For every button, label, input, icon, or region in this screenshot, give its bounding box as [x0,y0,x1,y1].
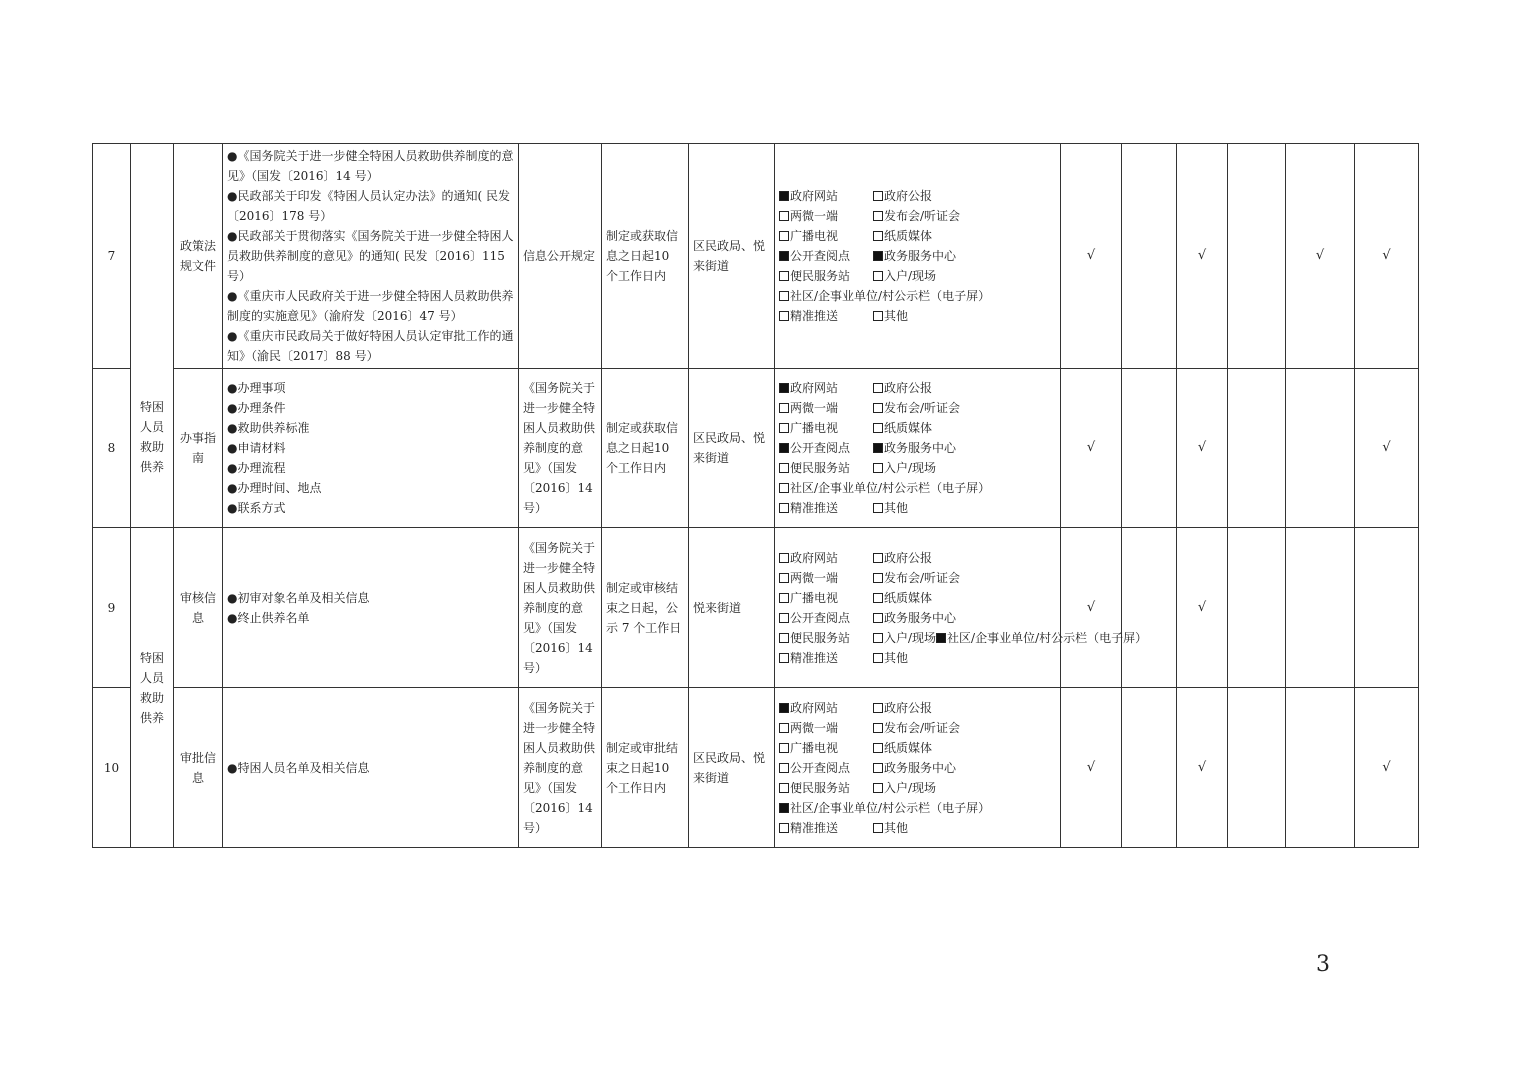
channel-option [873,186,932,206]
unchecked-box-icon [873,703,883,713]
channel-label: 政府网站 [790,700,839,715]
channel-option [873,818,908,838]
row-mark: √ [1286,144,1355,369]
checked-box-icon [779,383,789,393]
channel-option [779,778,873,798]
row-subject: 区民政局、悦来街道 [689,688,775,848]
channel-option [873,398,960,418]
channel-label: 其他 [884,650,909,665]
unchecked-box-icon [779,783,789,793]
row-mark: √ [1061,528,1122,688]
channel-label: 其他 [884,501,909,515]
channel-line [779,398,1056,418]
row-mark [1286,528,1355,688]
row-mark: √ [1061,688,1122,848]
unchecked-box-icon [873,191,883,201]
unchecked-box-icon [873,463,883,473]
unchecked-box-icon [873,503,883,513]
channel-label: 其他 [884,820,909,835]
row-mark [1355,528,1419,688]
channel-option [873,498,908,518]
content-item: ●救助供养标准 [227,421,310,435]
channel-option [873,718,960,738]
channel-option [779,608,873,628]
channel-line [779,246,1056,266]
channel-option [873,758,956,778]
channel-option [779,568,873,588]
unchecked-box-icon [779,743,789,753]
channel-label: 精准推送 [790,501,839,515]
unchecked-box-icon [779,423,789,433]
channel-option [873,608,956,628]
unchecked-box-icon [779,311,789,321]
page-number: 3 [1316,952,1330,977]
unchecked-box-icon [873,633,883,643]
row-basis: 《国务院关于进一步健全特困人员救助供养制度的意见》（国发〔2016〕14号） [519,688,602,848]
channel-line [779,286,1056,306]
channel-label: 政务服务中心 [884,441,957,455]
table-row [93,528,1419,688]
channel-label: 两微一端 [790,209,839,223]
content-item: ●办理事项 [227,381,286,395]
checked-box-icon [779,443,789,453]
unchecked-box-icon [779,613,789,623]
channel-label: 入户/现场 [884,630,937,645]
channel-line [779,588,1056,608]
channel-label: 其他 [884,309,909,323]
channel-label: 政务服务中心 [884,249,957,263]
unchecked-box-icon [779,653,789,663]
channel-label: 政府公报 [884,550,933,565]
channel-option [873,266,936,286]
channel-label: 纸质媒体 [884,229,933,243]
channel-option [779,286,990,306]
content-item: ●办理时间、地点 [227,481,322,495]
unchecked-box-icon [873,593,883,603]
unchecked-box-icon [873,271,883,281]
row-timeline: 制定或获取信息之日起10 个工作日内 [602,369,689,528]
channel-line [779,718,1056,738]
row-mark: √ [1061,369,1122,528]
row-mark [1228,688,1286,848]
channel-option [779,266,873,286]
channel-line [779,568,1056,588]
channel-label: 便民服务站 [790,269,851,283]
channel-label: 公开查阅点 [790,760,851,775]
row-subcategory: 办事指南 [174,369,223,528]
row-mark [1286,369,1355,528]
row-category: 特困人员救助供养 [131,144,174,528]
channel-label: 广播电视 [790,740,839,755]
channel-line [779,478,1056,498]
table-row [93,688,1419,848]
channel-label: 社区/企事业单位/村公示栏（电子屏） [790,800,991,815]
channel-option [779,378,873,398]
content-item: ●办理条件 [227,401,286,415]
channel-label: 精准推送 [790,650,839,665]
channel-line [779,438,1056,458]
unchecked-box-icon [873,653,883,663]
channel-option [779,718,873,738]
channel-option [779,458,873,478]
channel-option [779,478,990,498]
checked-box-icon [779,251,789,261]
channel-label: 政府公报 [884,700,933,715]
channel-label: 精准推送 [790,309,839,323]
channel-label: 入户/现场 [884,780,937,795]
row-timeline: 制定或获取信息之日起10 个工作日内 [602,144,689,369]
content-item: ●终止供养名单 [227,610,310,625]
channel-label: 公开查阅点 [790,249,851,263]
channel-option [779,206,873,226]
row-content [223,144,519,369]
channel-label: 政务服务中心 [884,760,957,775]
channel-option [779,186,873,206]
row-seq: 7 [93,144,131,369]
channel-label: 广播电视 [790,590,839,605]
row-basis: 《国务院关于进一步健全特困人员救助供养制度的意见》（国发〔2016〕14号） [519,369,602,528]
channel-option [873,378,932,398]
row-seq: 10 [93,688,131,848]
unchecked-box-icon [779,291,789,301]
channel-line [779,418,1056,438]
channel-line [779,608,1056,628]
channel-label: 两微一端 [790,720,839,735]
channel-label: 政府网站 [790,381,839,395]
channel-label: 纸质媒体 [884,590,933,605]
channel-label: 政府公报 [884,189,933,203]
checked-box-icon [779,703,789,713]
channel-option [873,438,956,458]
channel-option [873,568,960,588]
table-row [93,144,1419,369]
channel-line [779,758,1056,778]
content-item: ●民政部关于贯彻落实《国务院关于进一步健全特困人员救助供养制度的意见》的通知( 民发〔2016〕115 号） [227,229,514,283]
row-subcategory: 审批信息 [174,688,223,848]
channel-option [779,306,873,326]
channel-option [873,548,932,568]
channel-line [779,306,1056,326]
channel-label: 便民服务站 [790,630,851,645]
channel-option [779,758,873,778]
content-item: ●《国务院关于进一步健全特困人员救助供养制度的意见》（国发〔2016〕14 号） [227,149,514,183]
content-item: ●申请材料 [227,441,286,455]
row-channels [775,369,1061,528]
unchecked-box-icon [779,483,789,493]
channel-line [779,266,1056,286]
channel-option [779,628,873,648]
row-mark: √ [1355,144,1419,369]
channel-label: 纸质媒体 [884,421,933,435]
channel-option [873,206,960,226]
channel-label: 发布会/听证会 [884,570,961,585]
row-mark: √ [1177,528,1228,688]
row-category: 特困人员救助供养 [131,528,174,848]
row-mark [1122,369,1177,528]
channel-line [779,206,1056,226]
content-item: ●民政部关于印发《特困人员认定办法》的通知( 民发〔2016〕178 号） [227,189,510,223]
channel-line [779,186,1056,206]
unchecked-box-icon [779,593,789,603]
row-mark: √ [1355,688,1419,848]
unchecked-box-icon [779,463,789,473]
row-basis: 《国务院关于进一步健全特困人员救助供养制度的意见》（国发〔2016〕14号） [519,528,602,688]
channel-option [873,648,908,668]
channel-label: 广播电视 [790,229,839,243]
channel-option [779,246,873,266]
row-content [223,369,519,528]
unchecked-box-icon [779,211,789,221]
channel-option [779,738,873,758]
channel-option [873,458,936,478]
channel-label: 两微一端 [790,401,839,415]
channel-option [873,418,932,438]
channel-option [779,648,873,668]
unchecked-box-icon [873,823,883,833]
row-subcategory: 审核信息 [174,528,223,688]
channel-label: 政府公报 [884,381,933,395]
row-channels [775,528,1148,688]
checked-box-icon [873,443,883,453]
row-mark [1122,688,1177,848]
channel-label: 公开查阅点 [790,610,851,625]
channel-label: 政府网站 [790,189,839,203]
unchecked-box-icon [873,423,883,433]
row-subject: 区民政局、悦来街道 [689,369,775,528]
table-row [93,369,1419,528]
channel-option [779,438,873,458]
channel-line [779,818,1056,838]
row-mark: √ [1177,369,1228,528]
channel-label: 入户/现场 [884,461,937,475]
channel-option [873,698,932,718]
channel-label: 社区/企事业单位/村公示栏（电子屏） [790,289,991,303]
channel-label: 公开查阅点 [790,441,851,455]
unchecked-box-icon [779,723,789,733]
channel-label: 发布会/听证会 [884,720,961,735]
channel-line [779,458,1056,478]
channel-label: 政府网站 [790,550,839,565]
channel-line [779,378,1056,398]
channel-option [779,498,873,518]
channel-label: 两微一端 [790,570,839,585]
channel-line [779,226,1056,246]
unchecked-box-icon [779,403,789,413]
channel-option [873,778,936,798]
channel-option [873,738,932,758]
row-mark: √ [1355,369,1419,528]
row-mark [1122,528,1177,688]
row-seq: 9 [93,528,131,688]
unchecked-box-icon [873,723,883,733]
channel-label: 便民服务站 [790,461,851,475]
row-mark: √ [1061,144,1122,369]
channel-option [873,306,908,326]
row-channels [775,688,1061,848]
channel-label: 精准推送 [790,820,839,835]
row-mark [1228,369,1286,528]
unchecked-box-icon [779,271,789,281]
unchecked-box-icon [779,633,789,643]
unchecked-box-icon [779,763,789,773]
channel-line [779,548,1056,568]
row-basis: 信息公开规定 [519,144,602,369]
content-item: ●初审对象名单及相关信息 [227,590,370,605]
channel-label: 纸质媒体 [884,740,933,755]
channel-option [936,628,1147,648]
unchecked-box-icon [873,573,883,583]
channel-line [779,628,1148,648]
unchecked-box-icon [873,403,883,413]
unchecked-box-icon [873,613,883,623]
row-content [223,688,519,848]
channel-label: 社区/企事业单位/村公示栏（电子屏） [790,481,991,495]
checked-box-icon [873,251,883,261]
channel-label: 社区/企事业单位/村公示栏（电子屏） [947,630,1148,645]
row-mark: √ [1177,688,1228,848]
unchecked-box-icon [779,503,789,513]
row-mark [1228,144,1286,369]
channel-option [779,226,873,246]
unchecked-box-icon [779,231,789,241]
channel-line [779,738,1056,758]
channel-option [779,548,873,568]
row-subject: 悦来街道 [689,528,775,688]
row-seq: 8 [93,369,131,528]
content-item: ●联系方式 [227,501,286,515]
unchecked-box-icon [873,783,883,793]
channel-option [873,226,932,246]
channel-option [779,588,873,608]
unchecked-box-icon [873,231,883,241]
channel-option [873,628,936,648]
checked-box-icon [779,803,789,813]
row-subject: 区民政局、悦来街道 [689,144,775,369]
unchecked-box-icon [873,211,883,221]
channel-option [779,818,873,838]
channel-option [779,698,873,718]
channel-option [779,798,990,818]
checked-box-icon [779,191,789,201]
content-item: ●《重庆市人民政府关于进一步健全特困人员救助供养制度的实施意见》（渝府发〔2016〕47 号） [227,289,514,323]
row-timeline: 制定或审批结束之日起10 个工作日内 [602,688,689,848]
row-timeline: 制定或审核结束之日起，公示 7 个工作日 [602,528,689,688]
row-subcategory: 政策法规文件 [174,144,223,369]
checked-box-icon [936,633,946,643]
unchecked-box-icon [779,823,789,833]
channel-line [779,648,1056,668]
channel-label: 便民服务站 [790,780,851,795]
unchecked-box-icon [873,553,883,563]
channel-line [779,778,1056,798]
channel-line [779,498,1056,518]
row-channels [775,144,1061,369]
disclosure-table [92,143,1419,848]
channel-line [779,798,1056,818]
row-mark: √ [1177,144,1228,369]
channel-label: 入户/现场 [884,269,937,283]
unchecked-box-icon [873,743,883,753]
content-item: ●办理流程 [227,461,286,475]
row-mark [1228,528,1286,688]
row-mark [1122,144,1177,369]
channel-label: 发布会/听证会 [884,209,961,223]
channel-label: 发布会/听证会 [884,401,961,415]
channel-label: 广播电视 [790,421,839,435]
channel-option [779,398,873,418]
channel-option [873,588,932,608]
unchecked-box-icon [779,553,789,563]
unchecked-box-icon [873,383,883,393]
channel-label: 政务服务中心 [884,610,957,625]
row-content [223,528,519,688]
unchecked-box-icon [873,311,883,321]
unchecked-box-icon [873,763,883,773]
content-item: ●《重庆市民政局关于做好特困人员认定审批工作的通知》（渝民〔2017〕88 号） [227,329,514,363]
unchecked-box-icon [779,573,789,583]
channel-line [779,698,1056,718]
content-item: ●特困人员名单及相关信息 [227,760,370,775]
channel-option [873,246,956,266]
row-mark [1286,688,1355,848]
channel-option [779,418,873,438]
